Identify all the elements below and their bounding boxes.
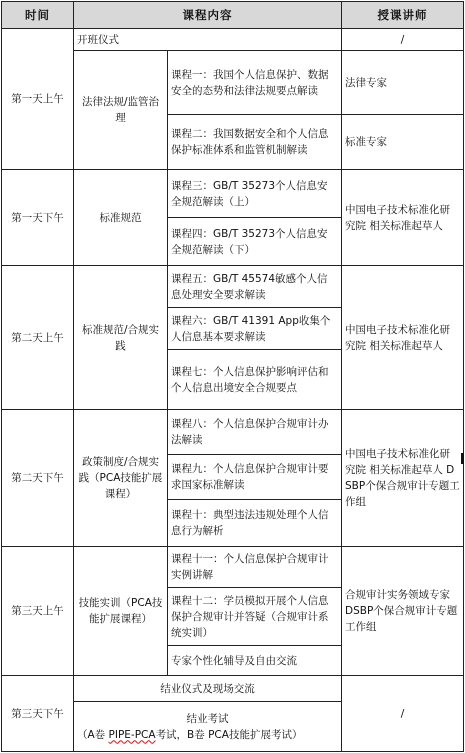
final-exam-cell xyxy=(74,702,342,752)
header-teacher: 授课讲师 xyxy=(342,2,464,29)
exam-detail xyxy=(77,727,338,743)
header-row xyxy=(2,2,464,29)
course-schedule-table xyxy=(1,1,464,752)
module-cell: 技能实训（PCA技能扩展课程） xyxy=(74,547,168,676)
teacher-cell: 中国电子技术标准化研究院 相关标准起草人 xyxy=(342,170,464,266)
table-row xyxy=(2,266,464,308)
teacher-cell: 中国电子技术标准化研究院 相关标准起草人 DSBP个保合规审计专题工作组 xyxy=(342,410,464,547)
exam-title: 结业考试 xyxy=(186,712,229,725)
time-cell: 第二天上午 xyxy=(2,266,74,410)
table-row xyxy=(2,170,464,218)
table-row xyxy=(2,676,464,702)
course-cell: 课程八：个人信息保护合规审计办法解读 xyxy=(168,410,342,455)
time-cell: 第三天上午 xyxy=(2,547,74,676)
header-content: 课程内容 xyxy=(74,2,342,29)
opening-teacher: / xyxy=(342,29,464,51)
course-cell: 课程七：个人信息保护影响评估和个人信息出境安全合规要点 xyxy=(168,350,342,410)
teacher-cell: 中国电子技术标准化研究院 相关标准起草人 xyxy=(342,266,464,410)
time-cell: 第三天下午 xyxy=(2,676,74,752)
table-row xyxy=(2,410,464,455)
time-cell: 第一天上午 xyxy=(2,29,74,170)
teacher-cell: 合规审计实务领域专家 DSBP个保合规审计专题工作组 xyxy=(342,547,464,676)
module-cell: 政策制度/合规实践（PCA技能扩展课程） xyxy=(74,410,168,547)
teacher-cell: 法律专家 xyxy=(342,51,464,115)
course-cell: 课程六：GB/T 41391 App收集个人信息基本要求解读 xyxy=(168,308,342,350)
scroll-marker-icon xyxy=(461,453,464,464)
exam-detail-prefix: （A卷 xyxy=(77,728,109,741)
course-cell: 课程五：GB/T 45574敏感个人信息处理安全要求解读 xyxy=(168,266,342,308)
table-row xyxy=(2,547,464,588)
opening-ceremony: 开班仪式 xyxy=(74,29,342,51)
closing-teacher: / xyxy=(342,676,464,752)
course-cell: 课程四：GB/T 35273个人信息安全规范解读（下） xyxy=(168,218,342,266)
course-cell: 课程三：GB/T 35273个人信息安全规范解读（上） xyxy=(168,170,342,218)
course-cell: 课程一：我国个人信息保护、数据安全的态势和法律法规要点解读 xyxy=(168,51,342,115)
table-row xyxy=(2,29,464,51)
course-cell: 课程十二：学员模拟开展个人信息保护合规审计并答疑（合规审计系统实训） xyxy=(168,588,342,646)
time-cell: 第一天下午 xyxy=(2,170,74,266)
course-cell: 课程九：个人信息保护合规审计要求国家标准解读 xyxy=(168,455,342,500)
course-cell: 课程二：我国数据安全和个人信息保护标准体系和监管机制解读 xyxy=(168,115,342,170)
module-cell: 标准规范 xyxy=(74,170,168,266)
course-cell: 专家个性化辅导及自由交流 xyxy=(168,646,342,676)
course-cell: 课程十一：个人信息保护合规审计实例讲解 xyxy=(168,547,342,588)
module-cell: 标准规范/合规实践 xyxy=(74,266,168,410)
closing-ceremony: 结业仪式及现场交流 xyxy=(74,676,342,702)
header-time: 时间 xyxy=(2,2,74,29)
teacher-cell: 标准专家 xyxy=(342,115,464,170)
exam-code-pipe-pca: PIPE-PCA xyxy=(108,728,156,741)
time-cell: 第二天下午 xyxy=(2,410,74,547)
course-cell: 课程十：典型违法违规处理个人信息行为解析 xyxy=(168,500,342,547)
module-cell: 法律法规/监管治理 xyxy=(74,51,168,170)
exam-detail-suffix: 考试，B卷 PCA技能扩展考试） xyxy=(155,728,303,741)
